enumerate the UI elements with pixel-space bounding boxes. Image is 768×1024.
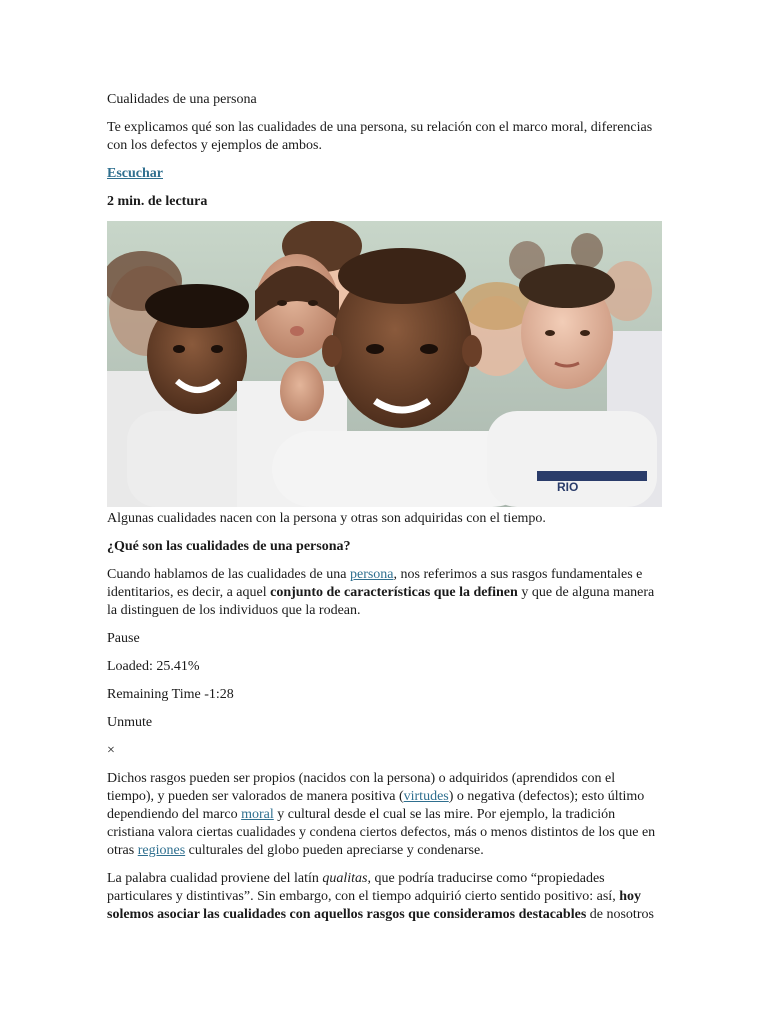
remaining-time: Remaining Time -1:28 bbox=[107, 687, 234, 702]
paragraph-2-text-c: y cultural desde el cual se las mire. Por ejemplo, la tradición cristiana valora ciertas cualidades y condena ciertos defectos, más o menos distintos de los que en otras bbox=[107, 807, 656, 858]
article bbox=[107, 91, 662, 934]
article-intro: Te explicamos qué son las cualidades de una persona, su relación con el marco moral, diferencias con los defectos y ejemplos de ambos. bbox=[107, 120, 653, 153]
read-time: 2 min. de lectura bbox=[107, 194, 208, 209]
paragraph-3-bold: hoy solemos asociar las cualidades con aquellos rasgos que consideramos destacables bbox=[107, 889, 641, 922]
link-regiones[interactable]: regiones bbox=[137, 843, 186, 858]
paragraph-3 bbox=[107, 870, 662, 924]
paragraph-1-text-b: , nos referimos a sus rasgos fundamentales e identitarios, es decir, a aquel bbox=[107, 567, 643, 600]
children-photo bbox=[107, 221, 662, 507]
paragraph-1-text-c: y que de alguna manera la distinguen de los individuos que la rodean. bbox=[107, 585, 655, 618]
close-icon[interactable]: × bbox=[107, 743, 115, 758]
paragraph-2-text-b: ) o negativa (defectos); esto último dependiendo del marco bbox=[107, 789, 645, 822]
link-virtudes[interactable]: virtudes bbox=[403, 789, 449, 804]
link-persona[interactable]: persona bbox=[349, 567, 394, 582]
paragraph-2 bbox=[107, 770, 662, 860]
paragraph-2-text-d: culturales del globo pueden apreciarse y condenarse. bbox=[185, 843, 484, 858]
paragraph-3-text-a: La palabra cualidad proviene del latín bbox=[107, 871, 323, 886]
link-moral[interactable]: moral bbox=[241, 807, 274, 822]
paragraph-3-italic: qualitas bbox=[322, 871, 368, 886]
pause-button[interactable]: Pause bbox=[107, 631, 140, 646]
paragraph-1-bold: conjunto de características que la definen bbox=[270, 585, 518, 600]
paragraph-2-text-a: Dichos rasgos pueden ser propios (nacidos con la persona) o adquiridos (aprendidos con el tiempo), y pueden ser valorados de manera positiva ( bbox=[107, 771, 616, 804]
children-photo-illustration bbox=[107, 221, 662, 507]
paragraph-3-text-c: de nosotros bbox=[586, 907, 654, 922]
loaded-progress: Loaded: 25.41% bbox=[107, 659, 200, 674]
shirt-logo: RIO bbox=[557, 480, 579, 494]
listen-link[interactable]: Escuchar bbox=[107, 166, 163, 181]
paragraph-1-text-a: Cuando hablamos de las cualidades de una bbox=[107, 567, 350, 582]
paragraph-1 bbox=[107, 566, 662, 620]
article-title: Cualidades de una persona bbox=[107, 92, 257, 107]
unmute-button[interactable]: Unmute bbox=[107, 715, 153, 730]
paragraph-3-text-b: , que podría traducirse como “propiedades particulares y distintivas”. Sin embargo, con el tiempo adquirió cierto sentido positivo: así, bbox=[107, 871, 620, 904]
photo-caption: Algunas cualidades nacen con la persona y otras son adquiridas con el tiempo. bbox=[107, 511, 546, 526]
section-heading: ¿Qué son las cualidades de una persona? bbox=[107, 539, 351, 554]
